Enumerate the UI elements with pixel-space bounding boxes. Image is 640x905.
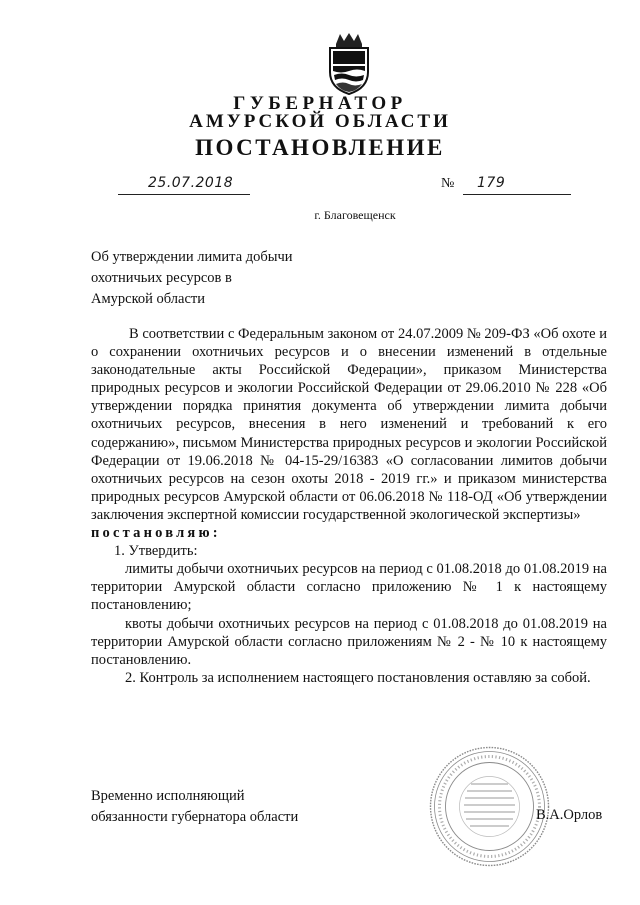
position-line: обязанности губернатора области (91, 809, 299, 825)
preamble-paragraph: В соответствии с Федеральным законом от 24.07.2009 № 209-ФЗ «Об охоте и о сохранении охотничьих ресурсов и о внесении изменений в отдельные законодательные акты Российской Федерации», приказом Министерства природных ресурсов и экологии Российской Федерации от 29.06.2010 № 228 «Об утверждении порядка принятия документа об утверждении лимита добычи охотничьих ресурсов, внесения в него изменений и требований к его содержанию», письмом Министерства природных ресурсов и экологии Российской Федерации от 19.06.2018 № 04-15-29/16383 «О согласовании лимитов добычи охотничьих ресурсов на сезон охоты 2018 - 2019 гг.» и приказом министерства природных ресурсов Амурской области от 06.06.2018 № 118-ОД «Об утверждении заключения экспертной комиссии государственной экологической экспертизы» (91, 326, 607, 523)
title-region: АМУРСКОЙ ОБЛАСТИ (189, 111, 451, 132)
title-governor: ГУБЕРНАТОР (233, 93, 407, 114)
number-label: № (441, 176, 455, 191)
subject-line: Об утверждении лимита добычи (91, 249, 293, 265)
item-2: 2. Контроль за исполнением настоящего постановления оставляю за собой. (125, 669, 591, 686)
handwritten-number: 179 (477, 175, 506, 191)
number-field (463, 174, 571, 195)
official-seal-icon (427, 744, 552, 869)
resolve-word: постановляю: (91, 525, 221, 542)
doc-type: ПОСТАНОВЛЕНИЕ (195, 135, 445, 160)
city: г. Благовещенск (314, 208, 396, 222)
subject-block (91, 247, 293, 310)
signature-position (91, 786, 298, 828)
item-1: 1. Утвердить: (114, 543, 198, 560)
item-1a: лимиты добычи охотничьих ресурсов на период с 01.08.2018 до 01.08.2019 на территории Амурской области согласно приложению № 1 к настоящему постановлению; (91, 561, 607, 614)
subject-line: Амурской области (91, 291, 205, 307)
handwritten-date: 25.07.2018 (148, 175, 234, 191)
date-field (118, 174, 250, 195)
position-line: Временно исполняющий (91, 788, 245, 804)
item-1b: квоты добычи охотничьих ресурсов на период с 01.08.2018 до 01.08.2019 на территории Амурской области согласно приложениям № 2 - № 10 к настоящему постановлению. (91, 615, 607, 668)
signatory-name: В.А.Орлов (536, 807, 603, 823)
body-text (91, 325, 607, 687)
subject-line: охотничьих ресурсов в (91, 270, 232, 286)
coat-of-arms-icon (322, 32, 376, 96)
